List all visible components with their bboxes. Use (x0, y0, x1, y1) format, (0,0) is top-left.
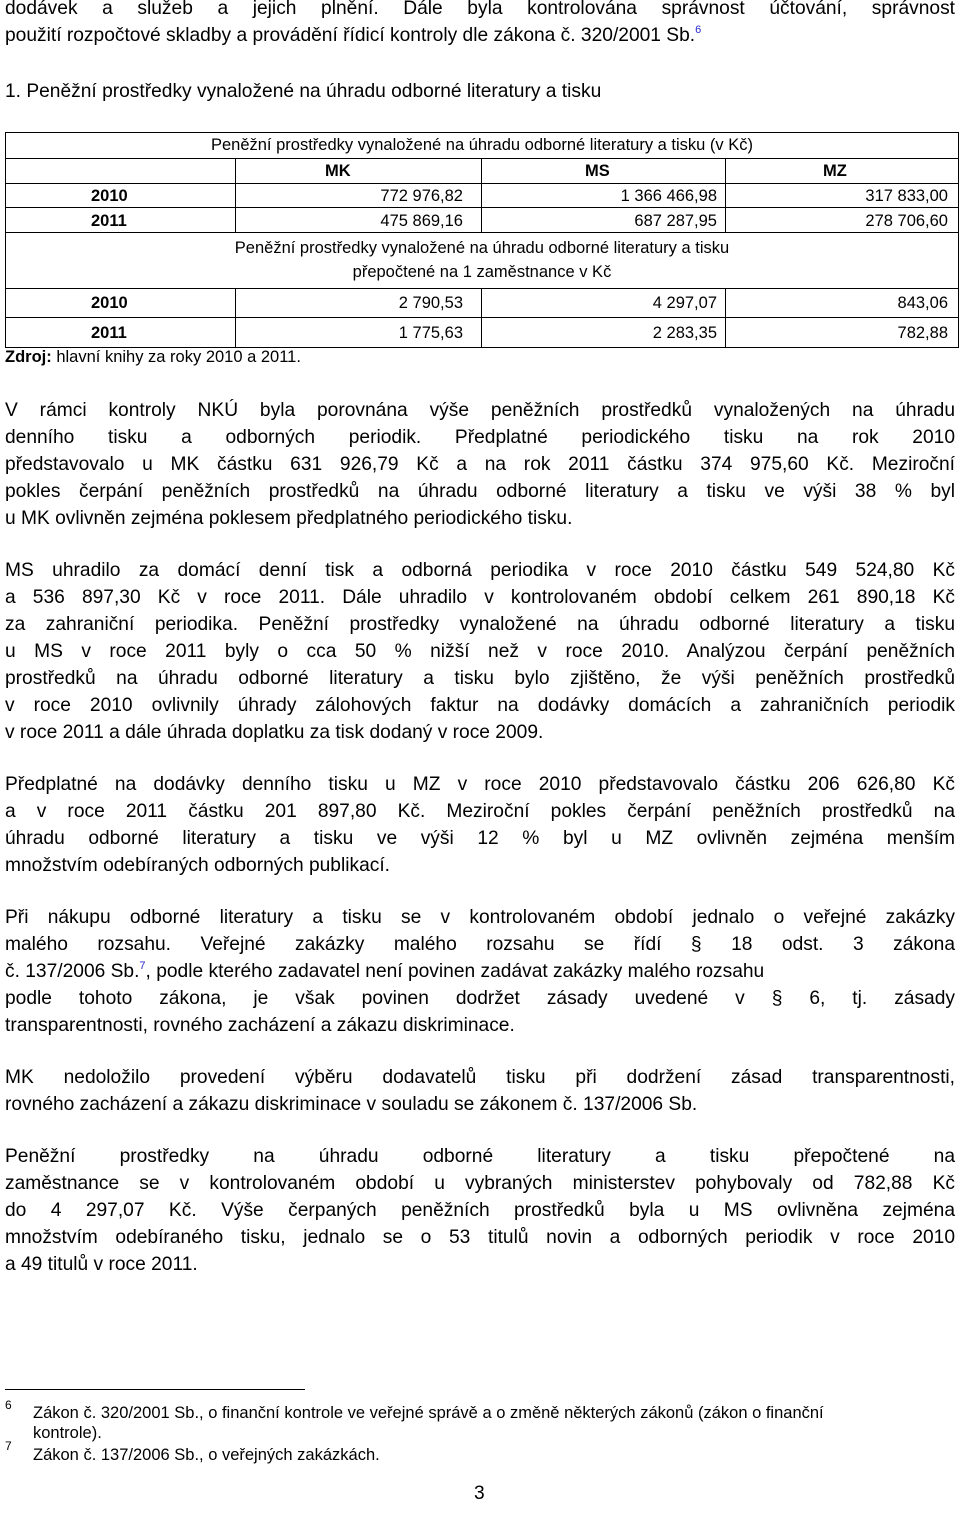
cell-ms: 4 297,07 (652, 294, 717, 312)
cell-mk: 2 790,53 (398, 294, 463, 312)
table-subtitle-line2: přepočtené na 1 zaměstnance v Kč (352, 263, 612, 281)
row-year: 2010 (91, 294, 128, 312)
cell-mk: 772 976,82 (380, 187, 463, 205)
paragraph-line: denního tisku a odborných periodik. Předplatné periodického tisku na rok 2010 (5, 427, 955, 448)
cell-mz: 782,88 (897, 324, 948, 342)
top-line-2: použití rozpočtové skladby a provádění řídicí kontroly dle zákona č. 320/2001 Sb.$^6$ (5, 24, 702, 46)
cell-ms: 2 283,35 (652, 324, 717, 342)
row-year: 2011 (91, 212, 127, 230)
paragraph-line: malého rozsahu. Veřejné zakázky malého rozsahu se řídí § 18 odst. 3 zákona (5, 934, 955, 955)
cell-mk: 475 869,16 (380, 212, 463, 230)
paragraph-line: pokles čerpání peněžních prostředků na úhradu odborné literatury a tisku ve výši 38 % byl (5, 481, 955, 502)
paragraph-line: a 49 titulů v roce 2011. (5, 1254, 198, 1275)
top-line-1: dodávek a služeb a jejich plnění. Dále byla kontrolována správnost účtování, správnost (5, 0, 955, 19)
paragraph-line: Peněžní prostředky na úhradu odborné literatury a tisku přepočtené na (5, 1146, 955, 1167)
footnote-ref-6[interactable]: 6 (695, 24, 702, 36)
paragraph-line: představovalo u MK částku 631 926,79 Kč a na rok 2011 částku 374 975,60 Kč. Meziroční (5, 454, 955, 475)
paragraph-line: rovného zacházení a zákazu diskriminace v souladu se zákonem č. 137/2006 Sb. (5, 1094, 698, 1115)
paragraph-line-with-footnote: č. 137/2006 Sb.$^7$, podle kterého zadavatel není povinen zadávat zakázky malého rozsahu (5, 960, 765, 982)
paragraph-line: množstvím odebíraného tisku, jednalo se o 53 titulů novin a odborných periodik v roce 2010 (5, 1227, 955, 1248)
row-year: 2011 (91, 324, 127, 342)
paragraph-line: množstvím odebíraných odborných publikací. (5, 855, 391, 876)
paragraph-line: do 4 297,07 Kč. Výše čerpaných peněžních prostředků byla u MS ovlivněna zejména (5, 1200, 955, 1221)
paragraph-line: V rámci kontroly NKÚ byla porovnána výše peněžních prostředků vynaložených na úhradu (5, 400, 955, 421)
expenditure-table (5, 132, 959, 348)
col-header-mk: MK (325, 162, 351, 180)
footnote-ref-7[interactable]: 7 (139, 960, 146, 972)
paragraph-line: podle tohoto zákona, je však povinen dodržet zásady uvedené v § 6, tj. zásady (5, 988, 955, 1009)
paragraph-line: MS uhradilo za domácí denní tisk a odborná periodika v roce 2010 částku 549 524,80 Kč (5, 560, 955, 581)
paragraph-line: u MS v roce 2011 byly o cca 50 % nižší než v roce 2010. Analýzou čerpání peněžních (5, 641, 955, 662)
cell-mz: 278 706,60 (865, 212, 948, 230)
paragraph-line: a v roce 2011 částku 201 897,80 Kč. Meziroční pokles čerpání peněžních prostředků na (5, 801, 955, 822)
paragraph-line: MK nedoložilo provedení výběru dodavatelů tisku při dodržení zásad transparentnosti, (5, 1067, 955, 1088)
cell-mz: 843,06 (897, 294, 948, 312)
paragraph-line: v roce 2011 a dále úhrada doplatku za tisk dodaný v roce 2009. (5, 722, 544, 743)
page-number: 3 (474, 1483, 485, 1504)
footnote-text: Zákon č. 320/2001 Sb., o finanční kontrole ve veřejné správě a o změně některých zákonů (zákon o finanční (33, 1404, 824, 1422)
paragraph-line: a 536 897,30 Kč v roce 2011. Dále uhradilo v kontrolovaném období celkem 261 890,18 Kč (5, 587, 955, 608)
paragraph-line: Předplatné na dodávky denního tisku u MZ v roce 2010 představovalo částku 206 626,80 Kč (5, 774, 955, 795)
cell-mz: 317 833,00 (865, 187, 948, 205)
paragraph-line: transparentnosti, rovného zacházení a zákazu diskriminace. (5, 1015, 515, 1036)
paragraph-line: Při nákupu odborné literatury a tisku se v kontrolovaném období jednalo o veřejné zakázky (5, 907, 955, 928)
section-heading: 1. Peněžní prostředky vynaložené na úhradu odborné literatury a tisku (5, 81, 602, 102)
paragraph-line: v roce 2010 ovlivnily úhrady zálohových faktur na dodávky domácích a zahraničních periodik (5, 695, 955, 716)
cell-ms: 687 287,95 (634, 212, 717, 230)
table-source: Zdroj: hlavní knihy za roky 2010 a 2011. (5, 348, 301, 366)
paragraph-line: za zahraniční periodika. Peněžní prostředky vynaložené na úhradu odborné literatury a tisku (5, 614, 955, 635)
table-title: Peněžní prostředky vynaložené na úhradu odborné literatury a tisku (v Kč) (210, 136, 754, 154)
footnote-text: kontrole). (33, 1424, 102, 1442)
footnote-number: 6 (5, 1398, 12, 1412)
paragraph-line: prostředků na úhradu odborné literatury a tisku bylo zjištěno, že výši peněžních prostředků (5, 668, 955, 689)
paragraph-line: úhradu odborné literatury a tisku ve výši 12 % byl u MZ ovlivněn zejména menším (5, 828, 955, 849)
footnote-separator (5, 1389, 305, 1390)
row-year: 2010 (91, 187, 128, 205)
paragraph-line: u MK ovlivněn zejména poklesem předplatného periodického tisku. (5, 508, 573, 529)
table-subtitle-line1: Peněžní prostředky vynaložené na úhradu odborné literatury a tisku (234, 239, 730, 257)
cell-mk: 1 775,63 (398, 324, 463, 342)
paragraph-line: zaměstnance se v kontrolovaném období u vybraných ministerstev pohybovaly od 782,88 Kč (5, 1173, 955, 1194)
col-header-ms: MS (585, 162, 610, 180)
col-header-mz: MZ (823, 162, 847, 180)
cell-ms: 1 366 466,98 (620, 187, 717, 205)
footnote-text: Zákon č. 137/2006 Sb., o veřejných zakázkách. (33, 1446, 380, 1464)
footnote-number: 7 (5, 1439, 12, 1453)
